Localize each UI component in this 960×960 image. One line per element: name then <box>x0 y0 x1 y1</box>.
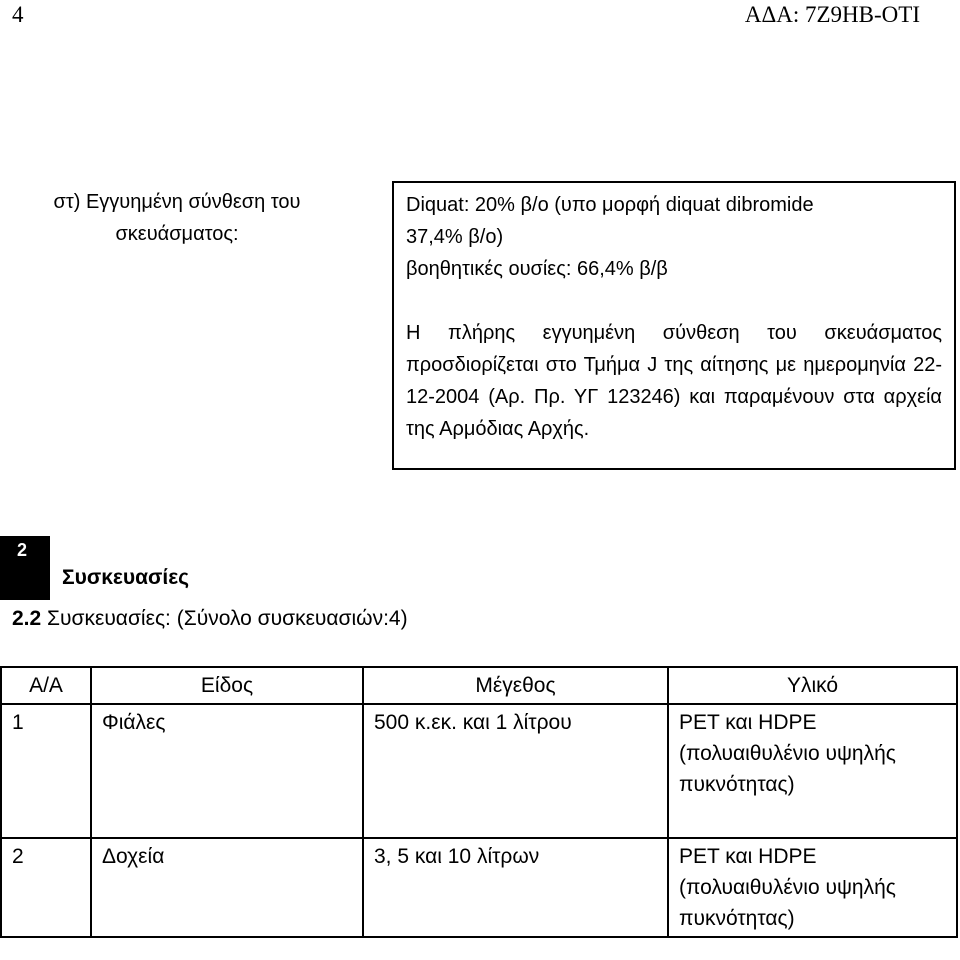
composition-line3: βοηθητικές ουσίες: 66,4% β/β <box>406 258 668 280</box>
composition-label-line2: σκευάσματος: <box>115 223 239 245</box>
section-number-badge <box>0 536 50 600</box>
header-material: Υλικό <box>668 667 957 704</box>
cell-type: Δοχεία <box>91 838 363 937</box>
material-line3: πυκνότητας) <box>679 907 795 930</box>
composition-box <box>392 181 956 470</box>
composition-label-line1: στ) Εγγυημένη σύνθεση του <box>53 191 301 213</box>
table-header-row <box>1 667 957 704</box>
cell-material <box>668 704 957 802</box>
material-line2: (πολυαιθυλένιο υψηλής <box>679 742 896 765</box>
composition-paragraph: Η πλήρης εγγυημένη σύνθεση του σκευάσματος προσδιορίζεται στο Τμήμα J της αίτησης με ημερομηνία 22-12-2004 (Αρ. Πρ. ΥΓ 123246) και παραμένουν στα αρχεία της Αρμόδιας Αρχής. <box>406 322 942 440</box>
material-line1: PET και HDPE <box>679 711 817 734</box>
section-title: Συσκευασίες <box>62 566 190 589</box>
cell-type: Φιάλες <box>91 704 363 802</box>
packaging-table <box>0 666 958 938</box>
table-spacer-row <box>1 802 957 838</box>
header-aa: Α/Α <box>1 667 91 704</box>
material-line1: PET και HDPE <box>679 845 817 868</box>
ada-code: ΑΔΑ: 7Ζ9ΗΒ-ΟΤΙ <box>744 2 920 27</box>
cell-material <box>668 838 957 937</box>
cell-size: 3, 5 και 10 λίτρων <box>363 838 668 937</box>
table-row <box>1 704 957 802</box>
subsection-title <box>12 607 408 631</box>
subsection-text: Συσκευασίες: (Σύνολο συσκευασιών:4) <box>41 607 408 630</box>
cell-aa: 1 <box>1 704 91 802</box>
section-number: 2 <box>17 540 28 560</box>
cell-size: 500 κ.εκ. και 1 λίτρου <box>363 704 668 802</box>
composition-line2: 37,4% β/ο) <box>406 226 504 248</box>
composition-line1: Diquat: 20% β/ο (υπο μορφή diquat dibromide <box>406 194 814 216</box>
subsection-number: 2.2 <box>12 607 42 630</box>
cell-aa: 2 <box>1 838 91 937</box>
material-line2: (πολυαιθυλένιο υψηλής <box>679 876 896 899</box>
header-type: Είδος <box>91 667 363 704</box>
table-row <box>1 838 957 937</box>
page-number: 4 <box>12 2 24 27</box>
composition-label <box>12 186 342 250</box>
header-size: Μέγεθος <box>363 667 668 704</box>
material-line3: πυκνότητας) <box>679 773 795 796</box>
